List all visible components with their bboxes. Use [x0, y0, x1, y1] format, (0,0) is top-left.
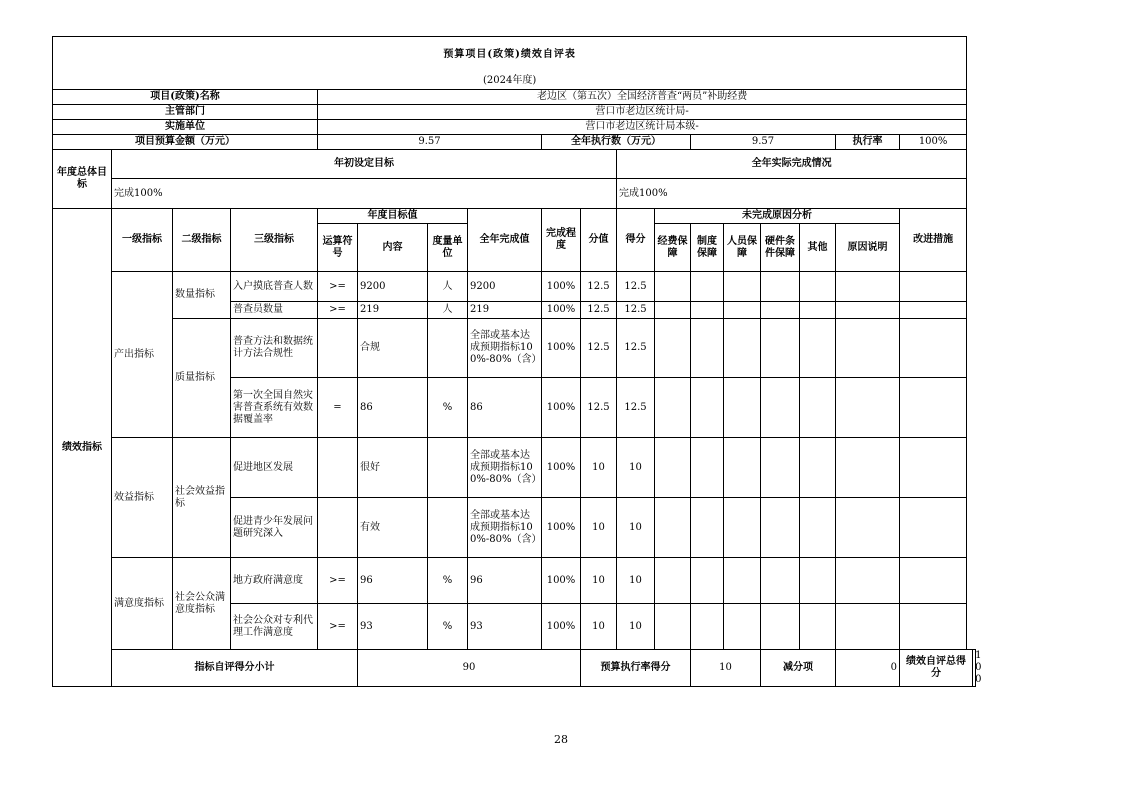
improve-cell [900, 438, 967, 498]
analysis-cell [691, 558, 724, 604]
analysis-cell [724, 302, 761, 319]
content-cell: 219 [358, 302, 428, 319]
level3-cell: 普查员数量 [231, 302, 318, 319]
rate-value: 100% [900, 135, 967, 150]
budget-value: 9.57 [318, 135, 542, 150]
improve-cell [900, 558, 967, 604]
completion-cell: 100% [542, 438, 581, 498]
analysis-cell [836, 319, 900, 378]
score-cell: 12.5 [617, 302, 655, 319]
dept-label: 主管部门 [53, 105, 318, 120]
value-cell: 10 [581, 604, 617, 650]
completion-cell: 100% [542, 302, 581, 319]
analysis-cell [761, 438, 800, 498]
analysis-cell [836, 438, 900, 498]
score-cell: 10 [617, 604, 655, 650]
project-name-label: 项目(政策)名称 [53, 90, 318, 105]
analysis-cell [655, 272, 691, 302]
value-cell: 12.5 [581, 272, 617, 302]
analysis-cell [761, 558, 800, 604]
level1-output: 产出指标 [112, 272, 173, 438]
unit-cell: 人 [428, 272, 468, 302]
operator-cell: >= [318, 558, 358, 604]
completion-cell: 100% [542, 319, 581, 378]
level3-cell: 第一次全国自然灾害普查系统有效数据覆盖率 [231, 378, 318, 438]
analysis-cell [655, 604, 691, 650]
completion-cell: 100% [542, 272, 581, 302]
analysis-cell [724, 378, 761, 438]
subtotal-value: 90 [358, 650, 581, 687]
performance-section-label: 绩效指标 [53, 209, 112, 687]
actual-goal-text: 完成100% [617, 179, 967, 209]
header-annual-target: 年度目标值 [318, 209, 468, 224]
analysis-cell [691, 378, 724, 438]
header-level1: 一级指标 [112, 209, 173, 272]
actual-cell: 219 [468, 302, 542, 319]
project-name: 老边区（第五次）全国经济普查“两员”补助经费 [318, 90, 967, 105]
header-improve: 改进措施 [900, 209, 967, 272]
level2-quantity: 数量指标 [173, 272, 231, 319]
content-cell: 86 [358, 378, 428, 438]
header-level3: 三级指标 [231, 209, 318, 272]
level3-cell: 入户摸底普查人数 [231, 272, 318, 302]
analysis-cell [836, 604, 900, 650]
level3-cell: 普查方法和数据统计方法合规性 [231, 319, 318, 378]
level1-benefit: 效益指标 [112, 438, 173, 558]
improve-cell [900, 319, 967, 378]
analysis-cell [724, 558, 761, 604]
analysis-cell [724, 272, 761, 302]
analysis-cell [724, 438, 761, 498]
score-cell: 10 [617, 498, 655, 558]
analysis-cell [761, 319, 800, 378]
header-score-value: 分值 [581, 209, 617, 272]
header-other: 其他 [800, 224, 836, 272]
value-cell: 10 [581, 558, 617, 604]
deduct-label: 减分项 [761, 650, 836, 687]
analysis-cell [655, 302, 691, 319]
analysis-cell [800, 272, 836, 302]
analysis-cell [761, 272, 800, 302]
analysis-cell [836, 558, 900, 604]
analysis-cell [800, 302, 836, 319]
analysis-cell [691, 498, 724, 558]
analysis-cell [655, 319, 691, 378]
analysis-cell [691, 302, 724, 319]
unit-cell [428, 498, 468, 558]
unit-cell: % [428, 604, 468, 650]
actual-cell: 全部或基本达成预期指标100%-80%（含） [468, 438, 542, 498]
analysis-cell [836, 378, 900, 438]
analysis-cell [724, 604, 761, 650]
total-label: 绩效自评总得分 [900, 650, 973, 687]
analysis-cell [761, 302, 800, 319]
analysis-cell [800, 319, 836, 378]
analysis-cell [800, 378, 836, 438]
budget-label: 项目预算金额（万元） [53, 135, 318, 150]
exec-score-value: 10 [691, 650, 761, 687]
actual-cell: 93 [468, 604, 542, 650]
operator-cell [318, 498, 358, 558]
header-content: 内容 [358, 224, 428, 272]
planned-goal-label: 年初设定目标 [112, 150, 617, 179]
header-funding: 经费保障 [655, 224, 691, 272]
executed-value: 9.57 [691, 135, 836, 150]
operator-cell [318, 319, 358, 378]
analysis-cell [761, 498, 800, 558]
unit-cell: % [428, 378, 468, 438]
completion-cell: 100% [542, 378, 581, 438]
unit-value: 营口市老边区统计局本级- [318, 120, 967, 135]
analysis-cell [800, 604, 836, 650]
level1-satisfaction: 满意度指标 [112, 558, 173, 650]
header-operator: 运算符号 [318, 224, 358, 272]
header-level2: 二级指标 [173, 209, 231, 272]
unit-cell: 人 [428, 302, 468, 319]
analysis-cell [836, 272, 900, 302]
analysis-cell [655, 558, 691, 604]
analysis-cell [724, 319, 761, 378]
content-cell: 96 [358, 558, 428, 604]
content-cell: 很好 [358, 438, 428, 498]
rate-label: 执行率 [836, 135, 900, 150]
analysis-cell [691, 272, 724, 302]
operator-cell: >= [318, 302, 358, 319]
improve-cell [900, 604, 967, 650]
level3-cell: 促进青少年发展问题研究深入 [231, 498, 318, 558]
operator-cell: >= [318, 604, 358, 650]
level2-quality: 质量指标 [173, 319, 231, 438]
header-incomplete-analysis: 未完成原因分析 [655, 209, 900, 224]
value-cell: 12.5 [581, 302, 617, 319]
improve-cell [900, 498, 967, 558]
analysis-cell [836, 498, 900, 558]
level2-social-benefit: 社会效益指标 [173, 438, 231, 558]
header-completion: 完成程度 [542, 209, 581, 272]
subtotal-label: 指标自评得分小计 [112, 650, 358, 687]
header-personnel: 人员保障 [724, 224, 761, 272]
executed-label: 全年执行数（万元） [542, 135, 691, 150]
header-reason: 原因说明 [836, 224, 900, 272]
analysis-cell [800, 498, 836, 558]
actual-cell: 全部或基本达成预期指标100%-80%（含） [468, 498, 542, 558]
analysis-cell [761, 378, 800, 438]
unit-cell [428, 438, 468, 498]
deduct-value: 0 [836, 650, 900, 687]
content-cell: 有效 [358, 498, 428, 558]
planned-goal-text: 完成100% [112, 179, 617, 209]
year-label: (2024年度) [53, 73, 967, 90]
content-cell: 9200 [358, 272, 428, 302]
value-cell: 10 [581, 438, 617, 498]
analysis-cell [655, 378, 691, 438]
improve-cell [900, 272, 967, 302]
completion-cell: 100% [542, 558, 581, 604]
unit-cell [428, 319, 468, 378]
actual-cell: 86 [468, 378, 542, 438]
improve-cell [900, 302, 967, 319]
analysis-cell [691, 604, 724, 650]
content-cell: 合规 [358, 319, 428, 378]
page-title: 预算项目(政策)绩效自评表 [53, 37, 967, 74]
level3-cell: 地方政府满意度 [231, 558, 318, 604]
level3-cell: 促进地区发展 [231, 438, 318, 498]
level3-cell: 社会公众对专利代理工作满意度 [231, 604, 318, 650]
page-number: 28 [554, 733, 568, 746]
analysis-cell [655, 498, 691, 558]
unit-label: 实施单位 [53, 120, 318, 135]
header-full-year-value: 全年完成值 [468, 209, 542, 272]
score-cell: 10 [617, 438, 655, 498]
value-cell: 10 [581, 498, 617, 558]
level2-public-satisfaction: 社会公众满意度指标 [173, 558, 231, 650]
content-cell: 93 [358, 604, 428, 650]
operator-cell: >= [318, 272, 358, 302]
analysis-cell [800, 438, 836, 498]
completion-cell: 100% [542, 498, 581, 558]
analysis-cell [655, 438, 691, 498]
score-cell: 12.5 [617, 378, 655, 438]
operator-cell: = [318, 378, 358, 438]
analysis-cell [724, 498, 761, 558]
annual-goal-label: 年度总体目标 [53, 150, 112, 209]
actual-cell: 全部或基本达成预期指标100%-80%（含） [468, 319, 542, 378]
analysis-cell [691, 438, 724, 498]
score-cell: 12.5 [617, 272, 655, 302]
value-cell: 12.5 [581, 378, 617, 438]
actual-cell: 9200 [468, 272, 542, 302]
evaluation-sheet [52, 36, 982, 685]
exec-score-label: 预算执行率得分 [581, 650, 691, 687]
analysis-cell [761, 604, 800, 650]
completion-cell: 100% [542, 604, 581, 650]
actual-cell: 96 [468, 558, 542, 604]
actual-goal-label: 全年实际完成情况 [617, 150, 967, 179]
analysis-cell [800, 558, 836, 604]
analysis-cell [836, 302, 900, 319]
improve-cell [900, 378, 967, 438]
header-hardware: 硬件条件保障 [761, 224, 800, 272]
value-cell: 12.5 [581, 319, 617, 378]
header-score: 得分 [617, 209, 655, 272]
score-cell: 10 [617, 558, 655, 604]
total-value: 100 [973, 650, 976, 687]
analysis-cell [691, 319, 724, 378]
evaluation-table [52, 36, 982, 687]
header-unit: 度量单位 [428, 224, 468, 272]
dept-value: 营口市老边区统计局- [318, 105, 967, 120]
header-system: 制度保障 [691, 224, 724, 272]
operator-cell [318, 438, 358, 498]
score-cell: 12.5 [617, 319, 655, 378]
unit-cell: % [428, 558, 468, 604]
